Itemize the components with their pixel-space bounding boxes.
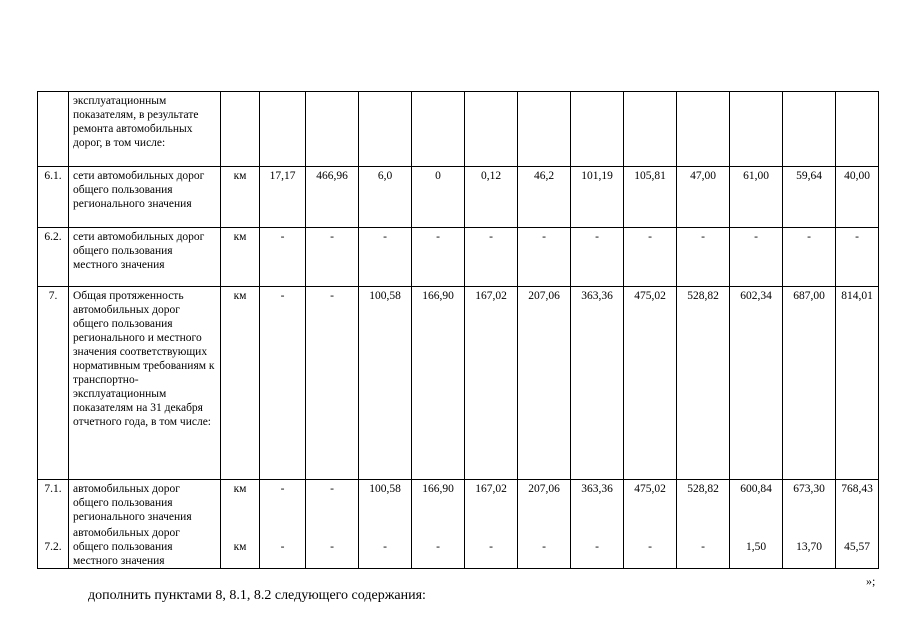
value-cell: - <box>260 480 306 525</box>
value-cell: 363,36 <box>571 480 624 525</box>
closing-quote-mark: »; <box>866 574 876 588</box>
value-cell: 528,82 <box>677 287 730 480</box>
value-cell: - <box>518 524 571 569</box>
value-cell: - <box>260 287 306 480</box>
value-cell: - <box>730 228 783 287</box>
value-cell: - <box>260 228 306 287</box>
value-cell: 100,58 <box>359 480 412 525</box>
value-cell: - <box>518 228 571 287</box>
value-cell: 602,34 <box>730 287 783 480</box>
value-cell: 207,06 <box>518 287 571 480</box>
value-cell <box>624 92 677 167</box>
value-cell <box>359 92 412 167</box>
value-cell: 13,70 <box>783 524 836 569</box>
value-cell: 45,57 <box>836 524 879 569</box>
value-cell: 61,00 <box>730 167 783 228</box>
unit-cell: км <box>221 287 260 480</box>
value-cell: 101,19 <box>571 167 624 228</box>
value-cell: - <box>465 524 518 569</box>
row-description-cell: Общая протяженность автомобильных дорог общего пользования регионального и местного значения соответствующих нормативным требованиям к транспортно-эксплуатационным показателям на 31 декабря отчетного года, в том числе: <box>69 287 221 480</box>
unit-cell: км <box>221 524 260 569</box>
value-cell <box>730 92 783 167</box>
value-cell <box>677 92 730 167</box>
value-cell: 105,81 <box>624 167 677 228</box>
value-cell: 100,58 <box>359 287 412 480</box>
value-cell: - <box>571 228 624 287</box>
value-cell <box>412 92 465 167</box>
value-cell <box>571 92 624 167</box>
value-cell: 59,64 <box>783 167 836 228</box>
value-cell: 47,00 <box>677 167 730 228</box>
value-cell: - <box>465 228 518 287</box>
row-number-cell: 7.1. <box>38 480 69 525</box>
value-cell <box>306 92 359 167</box>
table-row <box>38 287 879 480</box>
value-cell: - <box>624 524 677 569</box>
value-cell: - <box>306 228 359 287</box>
value-cell: - <box>571 524 624 569</box>
row-description-cell: автомобильных дорог общего пользования местного значения <box>69 524 221 569</box>
unit-cell: км <box>221 228 260 287</box>
value-cell: - <box>677 524 730 569</box>
value-cell: 17,17 <box>260 167 306 228</box>
value-cell: - <box>624 228 677 287</box>
value-cell: 167,02 <box>465 287 518 480</box>
value-cell <box>260 92 306 167</box>
value-cell: 46,2 <box>518 167 571 228</box>
row-number-cell: 6.2. <box>38 228 69 287</box>
table-row <box>38 524 879 569</box>
row-description-cell: эксплуатационным показателям, в результате ремонта автомобильных дорог, в том числе: <box>69 92 221 167</box>
value-cell: - <box>359 524 412 569</box>
value-cell: 475,02 <box>624 480 677 525</box>
value-cell: - <box>260 524 306 569</box>
unit-cell <box>221 92 260 167</box>
indicators-table <box>37 91 879 569</box>
value-cell: - <box>412 228 465 287</box>
value-cell: 475,02 <box>624 287 677 480</box>
row-description-cell: сети автомобильных дорог общего пользования местного значения <box>69 228 221 287</box>
value-cell <box>518 92 571 167</box>
table-row <box>38 480 879 525</box>
row-number-cell: 6.1. <box>38 167 69 228</box>
value-cell: 40,00 <box>836 167 879 228</box>
row-number-cell: 7. <box>38 287 69 480</box>
value-cell: - <box>306 480 359 525</box>
value-cell: 528,82 <box>677 480 730 525</box>
value-cell: 687,00 <box>783 287 836 480</box>
value-cell: 167,02 <box>465 480 518 525</box>
value-cell: - <box>306 524 359 569</box>
value-cell: 0 <box>412 167 465 228</box>
value-cell <box>465 92 518 167</box>
value-cell: 207,06 <box>518 480 571 525</box>
value-cell: 1,50 <box>730 524 783 569</box>
value-cell: 6,0 <box>359 167 412 228</box>
value-cell <box>836 92 879 167</box>
value-cell: - <box>412 524 465 569</box>
amendment-text: дополнить пунктами 8, 8.1, 8.2 следующего содержания: <box>88 588 426 603</box>
value-cell: 466,96 <box>306 167 359 228</box>
value-cell: 768,43 <box>836 480 879 525</box>
value-cell: 166,90 <box>412 480 465 525</box>
value-cell: - <box>783 228 836 287</box>
row-description-cell: сети автомобильных дорог общего пользования регионального значения <box>69 167 221 228</box>
row-description-cell: автомобильных дорог общего пользования регионального значения <box>69 480 221 525</box>
value-cell: - <box>836 228 879 287</box>
value-cell: 814,01 <box>836 287 879 480</box>
table-row <box>38 167 879 228</box>
table-row <box>38 92 879 167</box>
value-cell: 166,90 <box>412 287 465 480</box>
value-cell: 363,36 <box>571 287 624 480</box>
value-cell: - <box>306 287 359 480</box>
value-cell: 673,30 <box>783 480 836 525</box>
row-number-cell: 7.2. <box>38 524 69 569</box>
value-cell <box>783 92 836 167</box>
unit-cell: км <box>221 480 260 525</box>
table-row <box>38 228 879 287</box>
row-number-cell <box>38 92 69 167</box>
value-cell: - <box>677 228 730 287</box>
value-cell: - <box>359 228 412 287</box>
value-cell: 600,84 <box>730 480 783 525</box>
unit-cell: км <box>221 167 260 228</box>
value-cell: 0,12 <box>465 167 518 228</box>
